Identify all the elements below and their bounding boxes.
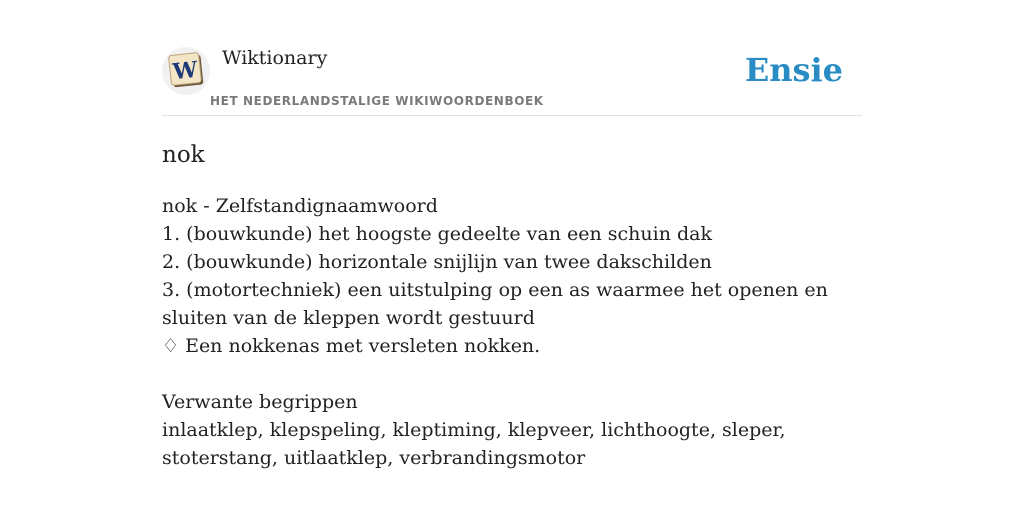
- related-terms-heading: Verwante begrippen: [162, 391, 358, 413]
- header-divider: [162, 115, 862, 116]
- example-sentence: ♢ Een nokkenas met versleten nokken.: [162, 335, 541, 357]
- wiktionary-logo[interactable]: [162, 47, 210, 95]
- related-terms-list[interactable]: inlaatklep, klepspeling, kleptiming, klepveer, lichthoogte, sleper, stoterstang, uitlaatklep, verbrandingsmotor: [162, 419, 786, 469]
- definition-item: 2. (bouwkunde) horizontale snijlijn van twee dakschilden: [162, 251, 712, 273]
- site-name[interactable]: Wiktionary: [222, 47, 328, 69]
- definition-item: 1. (bouwkunde) het hoogste gedeelte van een schuin dak: [162, 223, 713, 245]
- site-tagline: HET NEDERLANDSTALIGE WIKIWOORDENBOEK: [210, 94, 544, 108]
- wiktionary-tile-icon: [162, 47, 210, 95]
- logo-letter: W: [171, 56, 199, 86]
- entry-heading: nok - Zelfstandignaamwoord: [162, 195, 438, 217]
- page-title: nok: [162, 142, 205, 168]
- definition-item: 3. (motortechniek) een uitstulping op een as waarmee het openen en sluiten van de kleppen wordt gestuurd: [162, 279, 828, 329]
- spacer: [162, 360, 862, 388]
- brand-logo-link[interactable]: Ensie: [744, 51, 843, 89]
- entry-content: [162, 192, 862, 472]
